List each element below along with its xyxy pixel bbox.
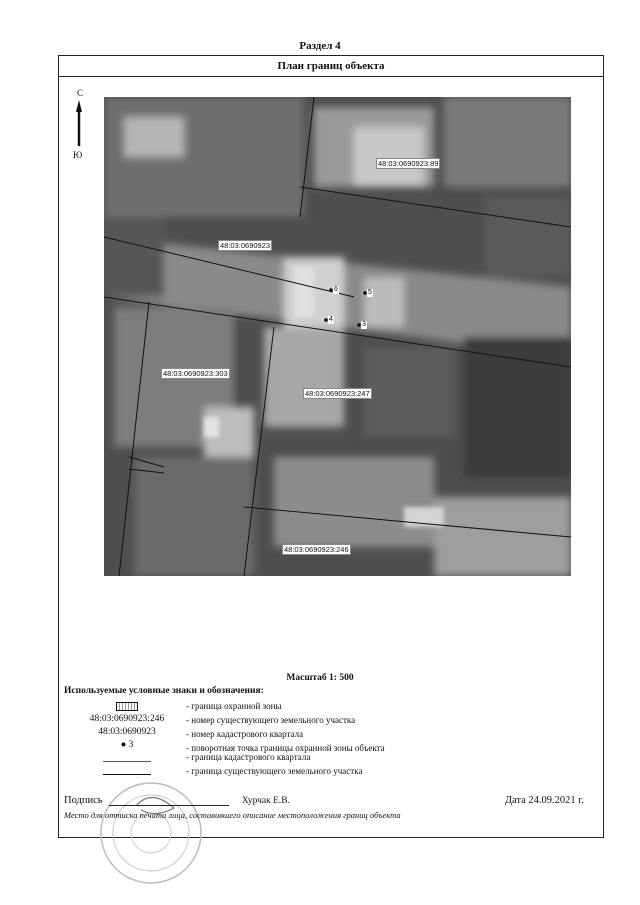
parcel-label: 48:03:0690923 (220, 241, 271, 250)
signature-label: Подпись (64, 795, 103, 806)
turn-point-label: 4 (329, 316, 333, 323)
north-arrow (68, 88, 90, 163)
signature-line (109, 795, 229, 806)
parcel-line-icon (103, 774, 151, 775)
legend-text: - номер кадастрового квартала (186, 729, 304, 739)
document-date: Дата 24.09.2021 г. (504, 795, 584, 806)
map-scale: Масштаб 1: 500 (286, 673, 354, 683)
legend-text: - поворотная точка границы охранной зоны объекта (186, 743, 385, 753)
south-label: Ю (73, 150, 83, 160)
plan-header: План границ объекта (58, 55, 604, 77)
quarter-line-icon (103, 761, 151, 762)
signer-name: Хурчак Е.В. (241, 796, 290, 806)
legend-symbol-zone-boundary (62, 702, 192, 714)
north-label: С (77, 88, 84, 98)
zone-boundary-icon (116, 702, 138, 711)
legend-text: - номер существующего земельного участка (186, 715, 356, 725)
legend-symbol-quarter-boundary (62, 757, 192, 767)
legend-title: Используемые условные знаки и обозначения: (64, 686, 264, 696)
legend-text: - граница кадастрового квартала (186, 752, 311, 762)
turn-point-label: 6 (334, 286, 338, 293)
legend-text: - граница существующего земельного участка (186, 766, 363, 776)
turn-point-label: 3 (362, 321, 366, 328)
legend-symbol-parcel-number: 48:03:0690923:246 (89, 714, 165, 724)
parcel-label: 48:03:0690923:303 (163, 369, 228, 378)
aerial-map (104, 97, 571, 576)
legend-symbol-turn-point: ● 3 (120, 740, 134, 750)
parcel-label: 48:03:0690923:246 (284, 545, 349, 554)
map-imagery (104, 97, 571, 576)
parcel-label: 48:03:0690923:247 (305, 389, 370, 398)
section-title: Раздел 4 (299, 40, 341, 52)
signature-row (64, 795, 594, 806)
turn-point-label: 5 (368, 289, 372, 296)
parcel-label: 48:03:0690923:89 (378, 159, 439, 168)
legend-symbol-quarter-number: 48:03:0690923 (98, 727, 156, 737)
stamp-place-caption: Место для оттиска печати лица, составившего описание местоположения границ объекта (64, 810, 401, 820)
legend-text: - граница охранной зоны (186, 701, 282, 711)
